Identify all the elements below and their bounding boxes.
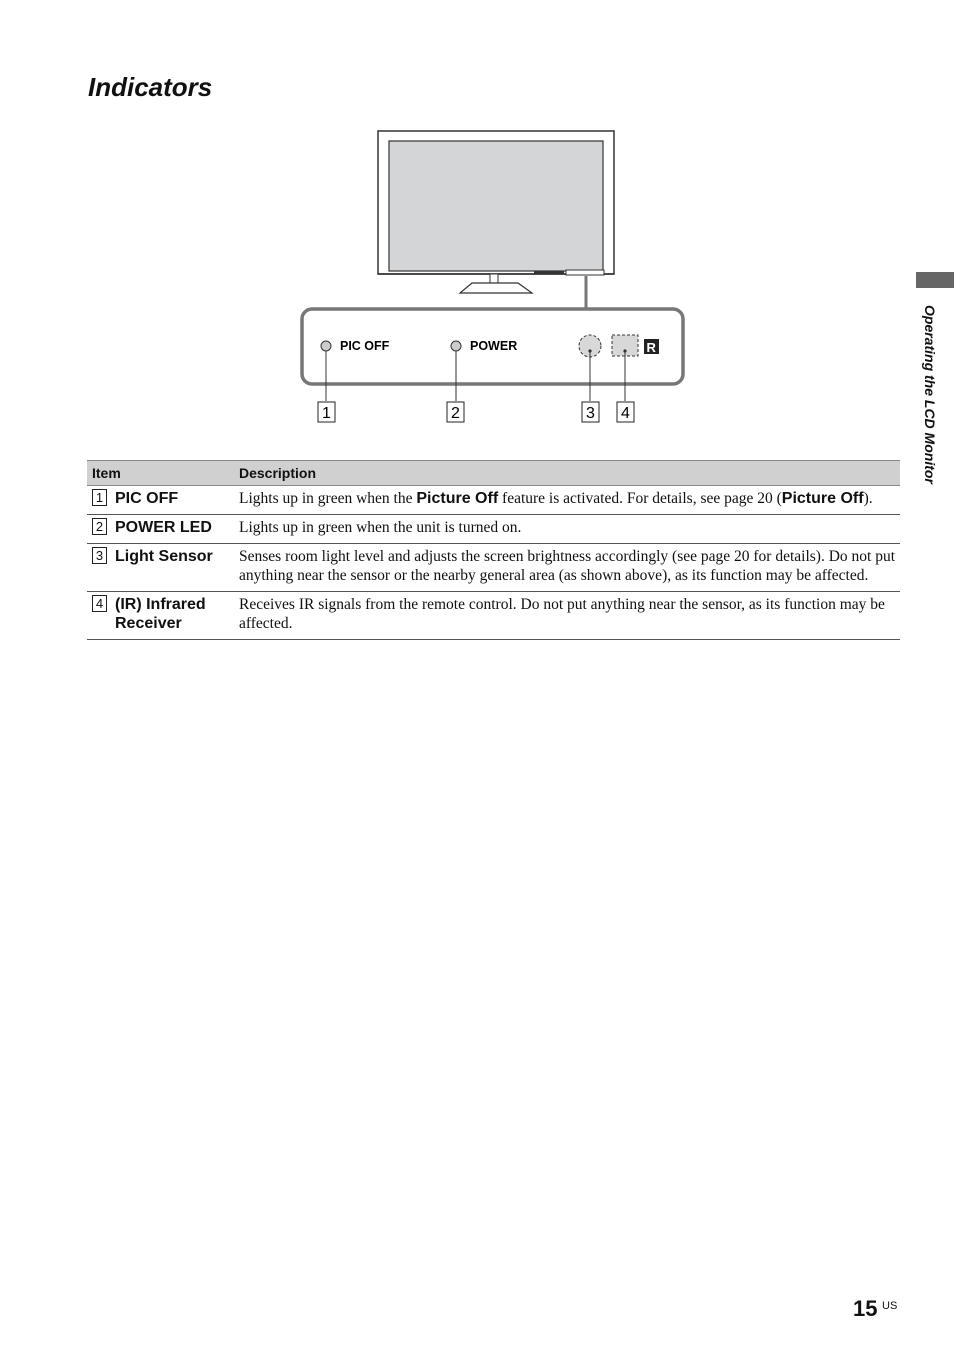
item-column-header: Item	[87, 461, 234, 486]
table-row	[87, 592, 900, 640]
item-cell	[87, 486, 234, 515]
pic-off-led	[321, 341, 331, 351]
lcd-monitor-illustration	[378, 131, 614, 309]
item-number-badge: 2	[92, 518, 107, 535]
item-name: Light Sensor	[115, 548, 213, 565]
indicator-diagram	[0, 120, 954, 430]
item-name: (IR) Infrared Receiver	[115, 596, 206, 632]
svg-text:3: 3	[586, 405, 595, 422]
item-cell	[87, 515, 234, 544]
svg-text:2: 2	[451, 405, 460, 422]
section-side-label: Operating the LCD Monitor	[922, 305, 938, 484]
callout-4	[617, 402, 634, 422]
indicators-table	[87, 460, 900, 640]
callout-1	[318, 402, 335, 422]
table-row	[87, 515, 900, 544]
item-cell	[87, 544, 234, 592]
page-title: Indicators	[88, 72, 213, 102]
callout-3	[582, 402, 599, 422]
svg-text:4: 4	[621, 405, 630, 422]
description-cell: Senses room light level and adjusts the screen brightness accordingly (see page 20 for details). Do not put anything near the sensor or the nearby general area (as shown above), as its function may be affected.	[234, 544, 900, 592]
item-number-badge: 4	[92, 595, 107, 612]
table-row	[87, 486, 900, 515]
page-region: US	[882, 1300, 898, 1312]
table-row	[87, 544, 900, 592]
item-cell	[87, 592, 234, 640]
power-led	[451, 341, 461, 351]
description-cell: Lights up in green when the unit is turned on.	[234, 515, 900, 544]
indicator-panel-closeup	[302, 309, 683, 384]
item-name: POWER LED	[115, 519, 212, 536]
description-cell: Lights up in green when the Picture Off feature is activated. For details, see page 20 (Picture Off).	[234, 486, 900, 515]
description-column-header: Description	[234, 461, 900, 486]
svg-text:R: R	[646, 340, 656, 355]
item-number-badge: 1	[92, 489, 107, 506]
item-name: PIC OFF	[115, 490, 179, 507]
item-number-badge: 3	[92, 547, 107, 564]
table-header-row	[87, 461, 900, 486]
description-cell: Receives IR signals from the remote control. Do not put anything near the sensor, as its function may be affected.	[234, 592, 900, 640]
power-panel-label: POWER	[470, 339, 518, 353]
page-number: 15	[853, 1296, 878, 1321]
pic-off-panel-label: PIC OFF	[340, 339, 390, 353]
callout-2	[447, 402, 464, 422]
svg-text:1: 1	[322, 405, 331, 422]
